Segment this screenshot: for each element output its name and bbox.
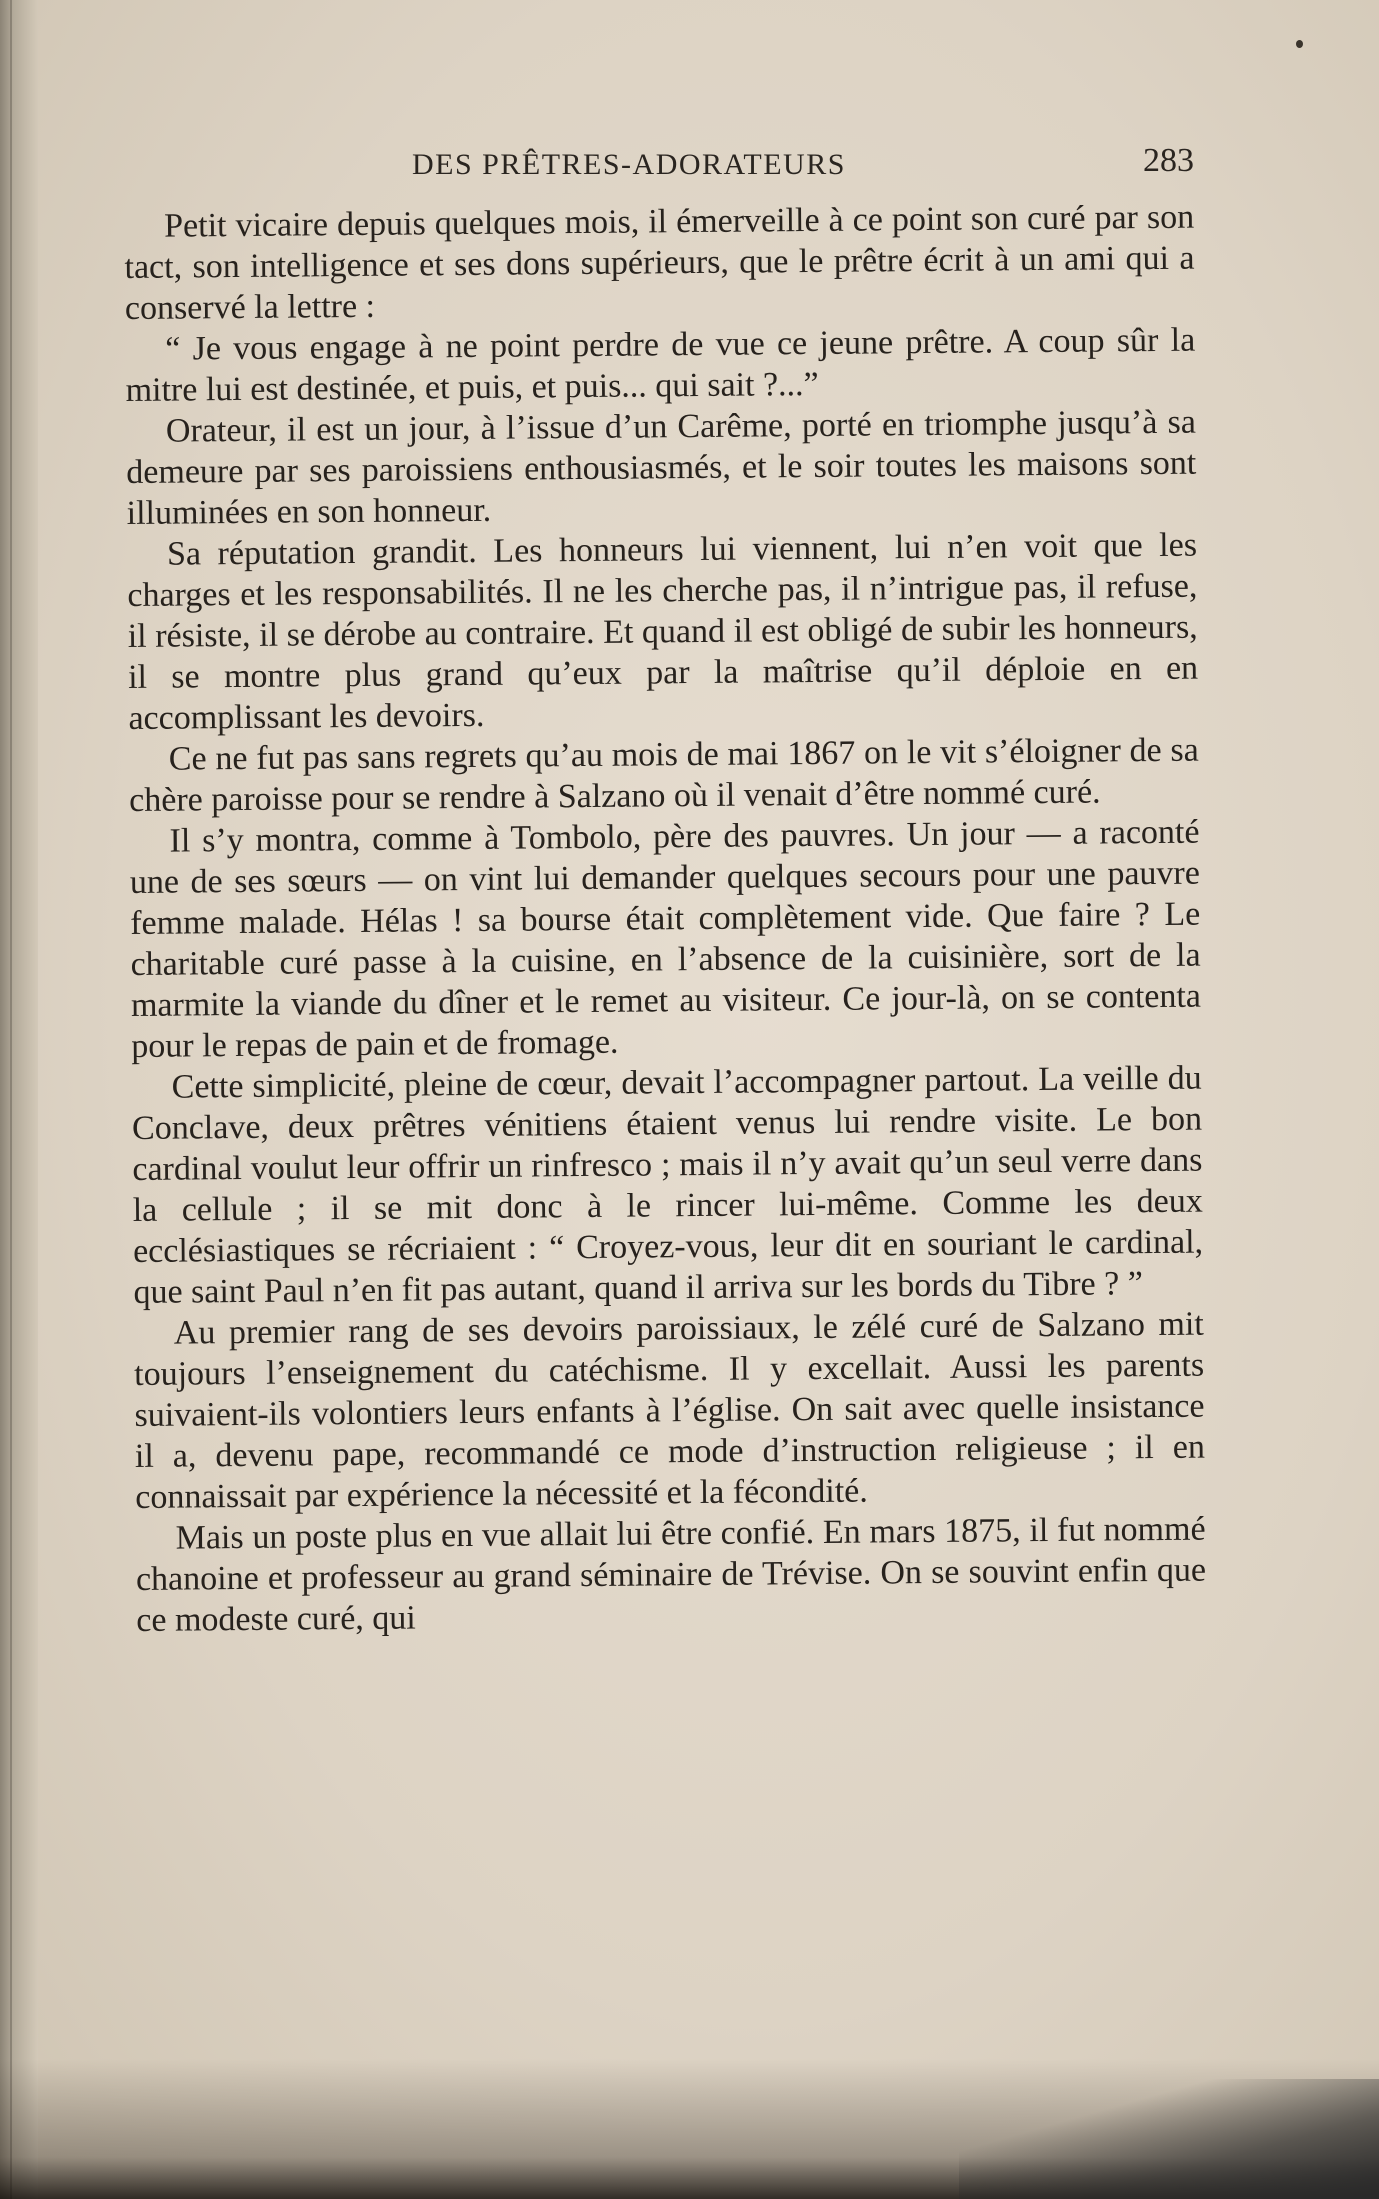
page-binding-shadow: [0, 0, 38, 2199]
paragraph: Petit vicaire depuis quelques mois, il émerveille à ce point son curé par son tact, son intelligence et ses dons supérieurs, que le prêtre écrit à un ami qui a conservé la lettre :: [124, 198, 1195, 327]
page-corner-shadow: [959, 2079, 1379, 2199]
page-header: [412, 142, 1232, 188]
binding-edge-line: [10, 0, 12, 2199]
paragraph: Cette simplicité, pleine de cœur, devait l’accompagner partout. La veille du Conclave, deux prêtres vénitiens étaient venus lui rendre visite. Le bon cardinal voulut leur offrir un rinfresco ; mais il n’y avait qu’un seul verre dans la cellule ; il se mit donc à le rincer lui-même. Comme les deux ecclésiastiques se récriaient : “ Croyez-vous, leur dit en souriant le cardinal, que saint Paul n’en fit pas autant, quand il arriva sur les bords du Tibre ? ”: [131, 1059, 1204, 1311]
body-text: [124, 197, 1206, 1641]
paragraph: Il s’y montra, comme à Tombolo, père des pauvres. Un jour — a raconté une de ses sœurs — on vint lui demander quelques secours pour une pauvre femme malade. Hélas ! sa bourse était complètement vide. Que faire ? Le charitable curé passe à la cuisine, en l’absence de la cuisinière, sort de la marmite la viande du dîner et le remet au visiteur. Ce jour-là, on se contenta pour le repas de pain et de fromage.: [129, 813, 1202, 1065]
paragraph: Ce ne fut pas sans regrets qu’au mois de mai 1867 on le vit s’éloigner de sa chère paroisse pour se rendre à Salzano où il venait d’être nommé curé.: [129, 731, 1199, 819]
paragraph: Orateur, il est un jour, à l’issue d’un Carême, porté en triomphe jusqu’à sa demeure par ses paroissiens enthousiasmés, et le soir toutes les maisons sont illuminées en son honneur.: [126, 403, 1197, 532]
paragraph: Mais un poste plus en vue allait lui être confié. En mars 1875, il fut nommé chanoine et professeur au grand séminaire de Trévise. On se souvint enfin que ce modeste curé, qui: [135, 1510, 1207, 1639]
paper-speck: [1296, 40, 1303, 48]
running-head: DES PRÊTRES-ADORATEURS: [412, 148, 846, 181]
paragraph: Sa réputation grandit. Les honneurs lui viennent, lui n’en voit que les charges et les responsabilités. Il ne les cherche pas, il n’intrigue pas, il refuse, il résiste, il se dérobe au contraire. Et quand il est obligé de subir les honneurs, il se montre plus grand qu’eux par la maîtrise qu’il déploie en en accomplissant les devoirs.: [127, 526, 1199, 737]
paragraph: Au premier rang de ses devoirs paroissiaux, le zélé curé de Salzano mit toujours l’enseignement du catéchisme. Il y excellait. Aussi les parents suivaient-ils volontiers leurs enfants à l’église. On sait avec quelle insistance il a, devenu pape, recommandé ce mode d’instruction religieuse ; il en connaissait par expérience la nécessité et la fécondité.: [134, 1305, 1206, 1516]
page-number: 283: [1143, 142, 1194, 179]
paragraph: “ Je vous engage à ne point perdre de vue ce jeune prêtre. A coup sûr la mitre lui est destinée, et puis, et puis... qui sait ?...”: [125, 321, 1196, 409]
